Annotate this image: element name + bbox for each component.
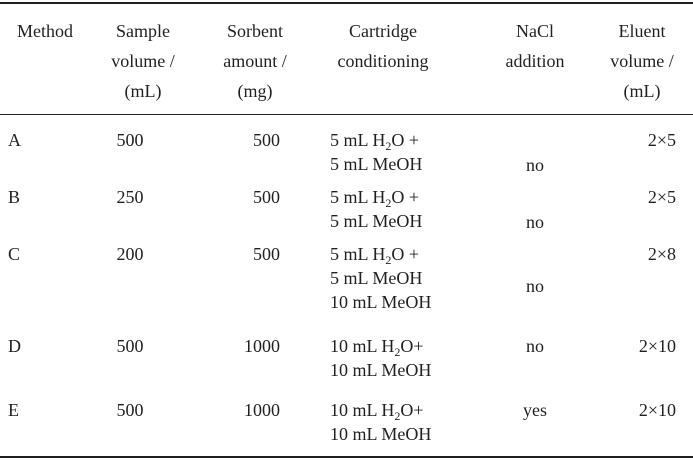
top-rule	[0, 2, 693, 4]
cell-sample-volume: 250	[116, 187, 144, 207]
header-eluent-volume-line2: volume /	[610, 51, 674, 71]
cell-conditioning	[330, 334, 480, 382]
header-sample-volume	[92, 16, 194, 106]
cell-method: E	[8, 400, 19, 420]
header-method	[0, 16, 90, 46]
header-nacl-addition-line1: NaCl	[516, 21, 554, 41]
conditioning-line: 5 mL MeOH	[330, 268, 423, 288]
cell-conditioning	[330, 398, 480, 446]
conditioning-line: 5 mL MeOH	[330, 211, 423, 231]
conditioning-line: 10 mL MeOH	[330, 424, 432, 444]
header-rule	[0, 114, 693, 115]
cell-nacl: no	[526, 336, 544, 356]
header-eluent-volume-line1: Eluent	[618, 21, 666, 41]
cell-nacl: no	[526, 212, 544, 232]
cell-sorbent-amount: 500	[253, 130, 280, 150]
conditioning-line: 10 mL MeOH	[330, 360, 432, 380]
cell-sorbent-amount: 1000	[244, 336, 280, 356]
cell-method: D	[8, 336, 21, 356]
cell-method: C	[8, 244, 21, 264]
header-sorbent-amount-line2: amount /	[223, 51, 287, 71]
cell-conditioning	[330, 242, 480, 314]
cell-eluent: 2×10	[638, 336, 676, 356]
cell-eluent: 2×10	[638, 400, 676, 420]
cell-nacl: no	[526, 155, 544, 175]
header-method-label: Method	[17, 21, 73, 41]
cell-conditioning	[330, 185, 480, 233]
cell-nacl: no	[526, 276, 544, 296]
header-sorbent-amount-line1: Sorbent	[227, 21, 283, 41]
conditioning-line: 5 mL $H_2O$ +	[330, 187, 419, 210]
header-cartridge-conditioning-line1: Cartridge	[349, 21, 417, 41]
cell-sample-volume: 500	[116, 400, 144, 420]
conditioning-line: 5 mL MeOH	[330, 154, 423, 174]
conditioning-line: 10 mL $H_2O+$	[330, 400, 424, 423]
cell-method: A	[8, 130, 21, 150]
header-cartridge-conditioning	[318, 16, 448, 76]
cell-sample-volume: 500	[116, 336, 144, 356]
bottom-rule	[0, 456, 693, 458]
cell-sorbent-amount: 500	[253, 244, 280, 264]
header-sample-volume-line3: (mL)	[124, 81, 162, 101]
header-sample-volume-line2: volume /	[111, 51, 175, 71]
cell-sorbent-amount: 500	[253, 187, 280, 207]
header-nacl-addition	[485, 16, 585, 76]
header-cartridge-conditioning-line2: conditioning	[337, 51, 429, 71]
conditioning-line: 10 mL $H_2O+$	[330, 336, 424, 359]
header-sorbent-amount-line3: (mg)	[237, 81, 273, 101]
header-eluent-volume	[594, 16, 690, 106]
cell-nacl: yes	[523, 400, 547, 420]
header-eluent-volume-line3: (mL)	[623, 81, 661, 101]
conditioning-line: 10 mL MeOH	[330, 292, 432, 312]
cell-eluent: 2×8	[647, 244, 676, 264]
cell-sample-volume: 200	[116, 244, 144, 264]
header-sorbent-amount	[205, 16, 305, 106]
cell-sorbent-amount: 1000	[244, 400, 280, 420]
header-nacl-addition-line2: addition	[505, 51, 565, 71]
cell-conditioning	[330, 128, 480, 176]
conditioning-line: 5 mL $H_2O$ +	[330, 244, 419, 267]
cell-sample-volume: 500	[116, 130, 144, 150]
cell-eluent: 2×5	[647, 187, 676, 207]
cell-method: B	[8, 187, 21, 207]
conditioning-line: 5 mL $H_2O$ +	[330, 130, 419, 153]
cell-eluent: 2×5	[647, 130, 676, 150]
header-sample-volume-line1: Sample	[116, 21, 170, 41]
